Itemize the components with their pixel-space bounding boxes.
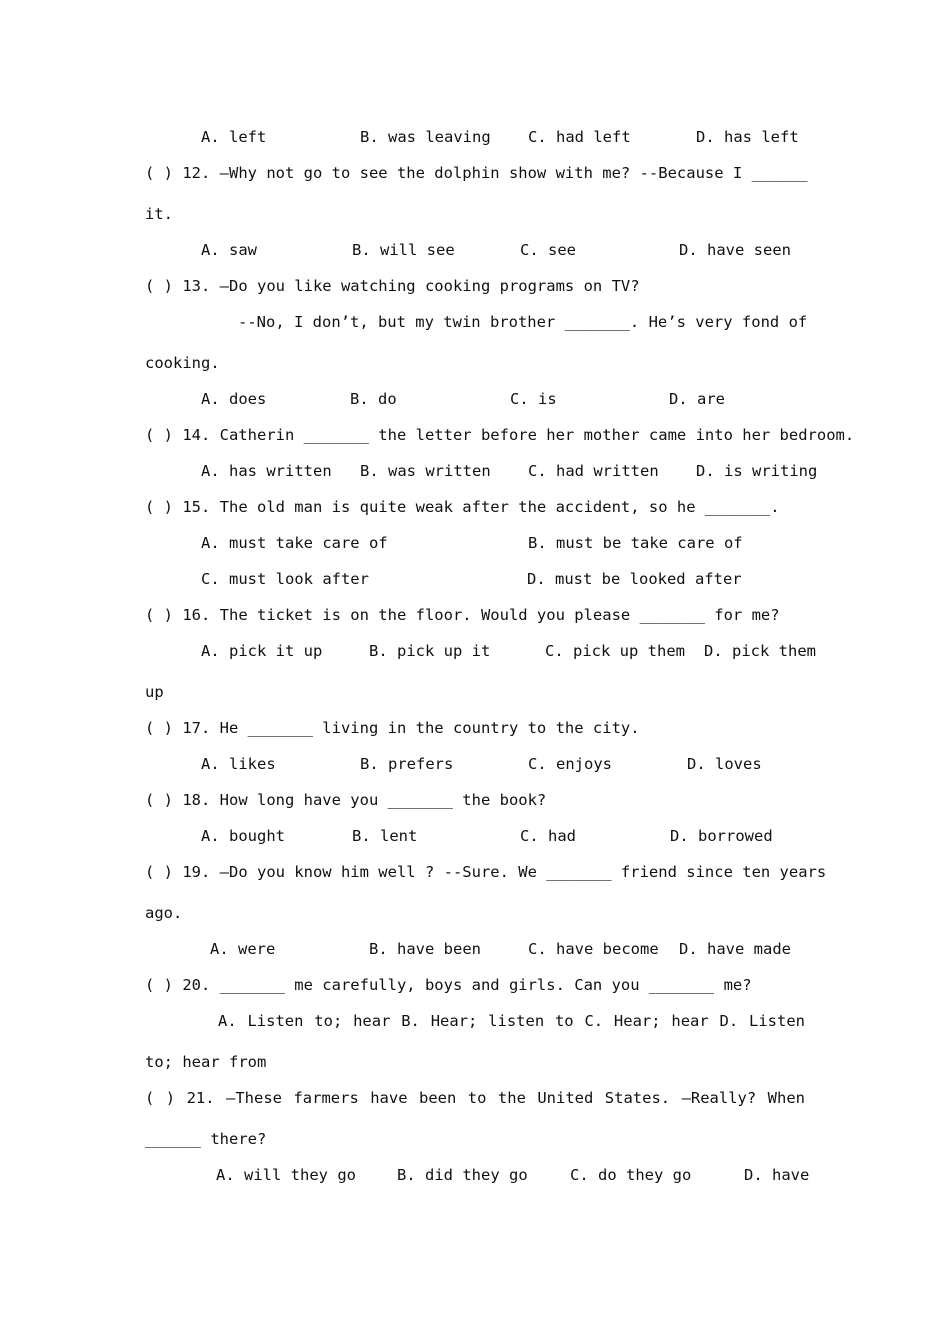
q11-option-c: C. had left: [528, 128, 631, 146]
q18-options: [0, 826, 950, 846]
q19-options: [0, 939, 950, 959]
q16-stem: ( ) 16. The ticket is on the floor. Would you please _______ for me?: [145, 606, 780, 624]
q11-option-a: A. left: [201, 128, 267, 146]
q18-option-c: C. had: [520, 827, 576, 845]
q11-options: [0, 127, 950, 147]
q19-option-a: A. were: [210, 940, 276, 958]
q12-option-d: D. have seen: [679, 241, 791, 259]
q13-reply-cont: cooking.: [145, 354, 220, 372]
q15-option-a: A. must take care of: [201, 534, 388, 552]
q14-option-c: C. had written: [528, 462, 659, 480]
q16-option-c: C. pick up them: [545, 642, 685, 660]
q15-option-b: B. must be take care of: [528, 534, 743, 552]
q11-option-b: B. was leaving: [360, 128, 491, 146]
q16-option-b: B. pick up it: [369, 642, 491, 660]
q17-options: [0, 754, 950, 774]
q20-stem: ( ) 20. _______ me carefully, boys and girls. Can you _______ me?: [145, 976, 752, 994]
q21-option-b: B. did they go: [397, 1166, 528, 1184]
q20-options: A. Listen to; hear B. Hear; listen to C. Hear; hear D. Listen: [218, 1012, 805, 1030]
q17-option-b: B. prefers: [360, 755, 454, 773]
q15-stem: ( ) 15. The old man is quite weak after the accident, so he _______.: [145, 498, 780, 516]
q15-option-d: D. must be looked after: [527, 570, 742, 588]
q19-stem: ( ) 19. –Do you know him well ? --Sure. We _______ friend since ten years: [145, 863, 827, 881]
q14-option-d: D. is writing: [696, 462, 818, 480]
q15-option-c: C. must look after: [201, 570, 369, 588]
q19-option-b: B. have been: [369, 940, 481, 958]
q17-option-a: A. likes: [201, 755, 276, 773]
q13-option-a: A. does: [201, 390, 267, 408]
q18-stem: ( ) 18. How long have you _______ the book?: [145, 791, 547, 809]
q18-option-a: A. bought: [201, 827, 285, 845]
q12-option-a: A. saw: [201, 241, 257, 259]
q16-options: [0, 641, 950, 661]
q14-options: [0, 461, 950, 481]
q21-option-c: C. do they go: [570, 1166, 692, 1184]
q19-option-c: C. have become: [528, 940, 659, 958]
q12-stem: ( ) 12. –Why not go to see the dolphin show with me? --Because I ______: [145, 164, 808, 182]
q16-option-d: D. pick them: [704, 642, 816, 660]
q21-option-a: A. will they go: [216, 1166, 356, 1184]
q15-options-row2: [0, 569, 950, 589]
q18-option-b: B. lent: [352, 827, 418, 845]
q21-stem-cont: ______ there?: [145, 1130, 267, 1148]
q14-option-b: B. was written: [360, 462, 491, 480]
q13-option-d: D. are: [669, 390, 725, 408]
q13-option-c: C. is: [510, 390, 557, 408]
q12-option-b: B. will see: [352, 241, 455, 259]
q17-option-d: D. loves: [687, 755, 762, 773]
q19-stem-cont: ago.: [145, 904, 183, 922]
q13-option-b: B. do: [350, 390, 397, 408]
q17-option-c: C. enjoys: [528, 755, 612, 773]
q21-option-d: D. have: [744, 1166, 810, 1184]
q14-stem: ( ) 14. Catherin _______ the letter before her mother came into her bedroom.: [145, 426, 855, 444]
q13-stem: ( ) 13. –Do you like watching cooking programs on TV?: [145, 277, 640, 295]
q13-options: [0, 389, 950, 409]
q12-options: [0, 240, 950, 260]
q17-stem: ( ) 17. He _______ living in the country to the city.: [145, 719, 640, 737]
q16-option-d-cont: up: [145, 683, 164, 701]
q16-option-a: A. pick it up: [201, 642, 323, 660]
q19-option-d: D. have made: [679, 940, 791, 958]
q21-options: [0, 1165, 950, 1185]
q18-option-d: D. borrowed: [670, 827, 773, 845]
q11-option-d: D. has left: [696, 128, 799, 146]
q21-stem: ( ) 21. –These farmers have been to the United States. –Really? When: [145, 1089, 805, 1107]
q12-stem-cont: it.: [145, 205, 173, 223]
q20-options-cont: to; hear from: [145, 1053, 267, 1071]
q12-option-c: C. see: [520, 241, 576, 259]
q13-reply: --No, I don’t, but my twin brother _______. He’s very fond of: [238, 313, 808, 331]
q15-options-row1: [0, 533, 950, 553]
q14-option-a: A. has written: [201, 462, 332, 480]
